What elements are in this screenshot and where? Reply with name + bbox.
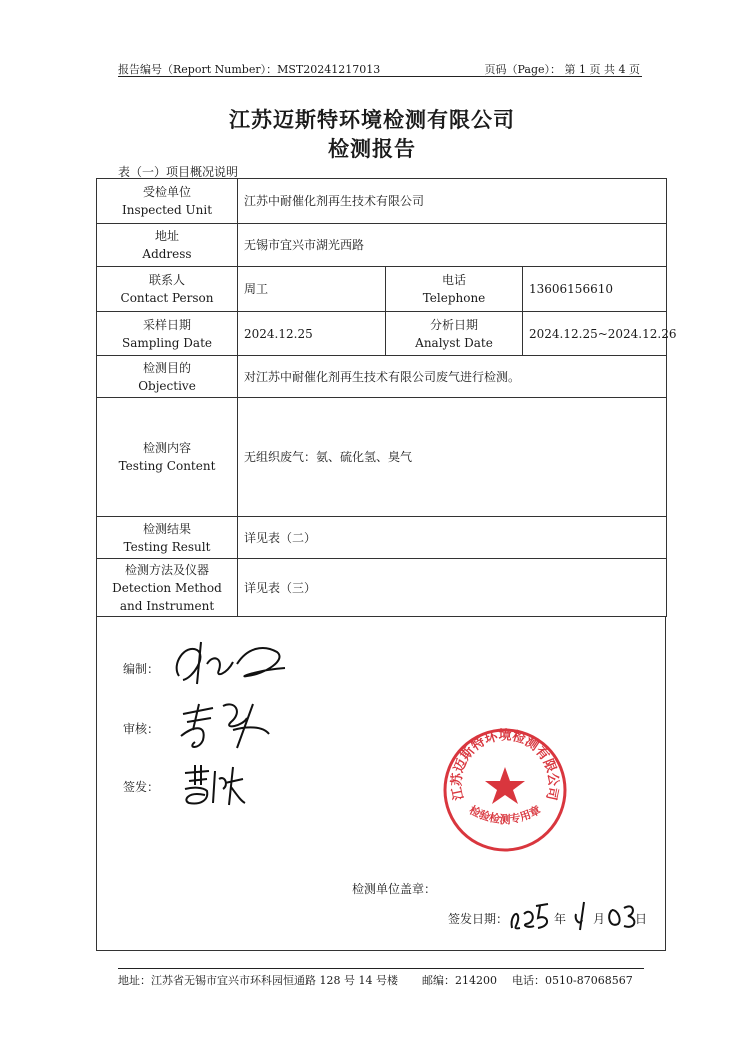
table-row xyxy=(97,356,667,398)
label-en: Analyst Date xyxy=(415,335,493,350)
label-en: Testing Content xyxy=(118,459,216,473)
report-title: 检测报告 xyxy=(328,136,416,161)
inspected-unit-label xyxy=(97,179,238,224)
table-row xyxy=(97,267,667,312)
page-header xyxy=(118,60,642,77)
testing-result-label xyxy=(97,517,238,559)
testing-result-value: 详见表（二） xyxy=(238,517,667,559)
company-title: 江苏迈斯特环境检测有限公司 xyxy=(229,107,515,132)
inspected-unit-value: 江苏中耐催化剂再生技术有限公司 xyxy=(238,179,667,224)
telephone-label xyxy=(386,267,523,312)
day-unit: 日 xyxy=(635,912,648,926)
analyst-date-label xyxy=(386,312,523,356)
label-en: Contact Person xyxy=(120,291,214,305)
table-caption: 表（一）项目概况说明 xyxy=(118,165,239,179)
label-cn: 地址 xyxy=(154,229,179,243)
label-en: Objective xyxy=(138,378,196,393)
seal-star-icon xyxy=(485,767,525,804)
table-row xyxy=(97,312,667,356)
label-en: Testing Result xyxy=(123,539,211,554)
testing-content-value: 无组织废气：氨、硫化氢、臭气 xyxy=(238,398,667,517)
issuer-signature xyxy=(179,761,249,811)
sampling-date-value: 2024.12.25 xyxy=(238,312,386,356)
footer-phone: 电话：0510-87068567 xyxy=(512,974,633,987)
sampling-date-label xyxy=(97,312,238,356)
seal-text-bottom: 检验检测专用章 xyxy=(467,803,543,826)
objective-value: 对江苏中耐催化剂再生技术有限公司废气进行检测。 xyxy=(238,356,667,398)
month-unit: 月 xyxy=(593,912,606,926)
table-row xyxy=(97,398,667,517)
contact-label xyxy=(97,267,238,312)
reviewer-signature xyxy=(173,696,283,754)
testing-content-label xyxy=(97,398,238,517)
report-number: 报告编号（Report Number）：MST20241217013 xyxy=(118,63,381,76)
reviewed-by-label: 审核： xyxy=(123,722,160,736)
label-cn: 采样日期 xyxy=(142,317,191,332)
issue-date-label: 签发日期： xyxy=(448,912,509,926)
address-value: 无锡市宜兴市湖光西路 xyxy=(238,224,667,267)
project-overview-table xyxy=(96,178,677,617)
year-unit: 年 xyxy=(554,912,567,926)
label-en: Inspected Unit xyxy=(121,203,213,217)
label-cn: 分析日期 xyxy=(429,317,478,332)
footer-postcode: 邮编：214200 xyxy=(422,974,497,987)
handwritten-year xyxy=(508,900,554,932)
label-cn: 检测内容 xyxy=(142,441,191,455)
page-footer xyxy=(118,968,644,987)
handwritten-month xyxy=(572,900,594,932)
page-indicator: 页码（Page）： 第 1 页 共 4 页 xyxy=(484,63,640,76)
compiler-signature xyxy=(167,634,297,689)
label-cn: 电话 xyxy=(441,273,466,287)
method-label xyxy=(97,559,238,617)
method-value: 详见表（三） xyxy=(238,559,667,617)
label-en: Detection Method xyxy=(112,580,222,595)
table-row xyxy=(97,179,667,224)
table-row xyxy=(97,224,667,267)
official-seal xyxy=(440,725,570,855)
objective-label xyxy=(97,356,238,398)
label-cn: 检测目的 xyxy=(142,360,191,375)
analyst-date-value: 2024.12.25~2024.12.26 xyxy=(523,312,667,356)
label-en: Telephone xyxy=(422,291,486,305)
seal-caption: 检测单位盖章： xyxy=(352,882,437,896)
seal-text-top: 江苏迈斯特环境检测有限公司 xyxy=(449,728,561,802)
footer-address: 地址：江苏省无锡市宜兴市环科园恒通路 128 号 14 号楼 xyxy=(118,974,398,987)
issued-by-label: 签发： xyxy=(123,780,160,794)
label-en: and Instrument xyxy=(119,598,215,613)
label-cn: 联系人 xyxy=(148,273,185,287)
address-label xyxy=(97,224,238,267)
telephone-value: 13606156610 xyxy=(523,267,667,312)
compiled-by-label: 编制： xyxy=(123,662,160,676)
label-cn: 检测方法及仪器 xyxy=(124,562,209,577)
label-en: Address xyxy=(142,247,192,261)
label-cn: 受检单位 xyxy=(142,185,191,199)
table-row xyxy=(97,517,667,559)
contact-value: 周工 xyxy=(238,267,386,312)
label-cn: 检测结果 xyxy=(142,521,191,536)
label-en: Sampling Date xyxy=(121,335,213,350)
table-row xyxy=(97,559,667,617)
